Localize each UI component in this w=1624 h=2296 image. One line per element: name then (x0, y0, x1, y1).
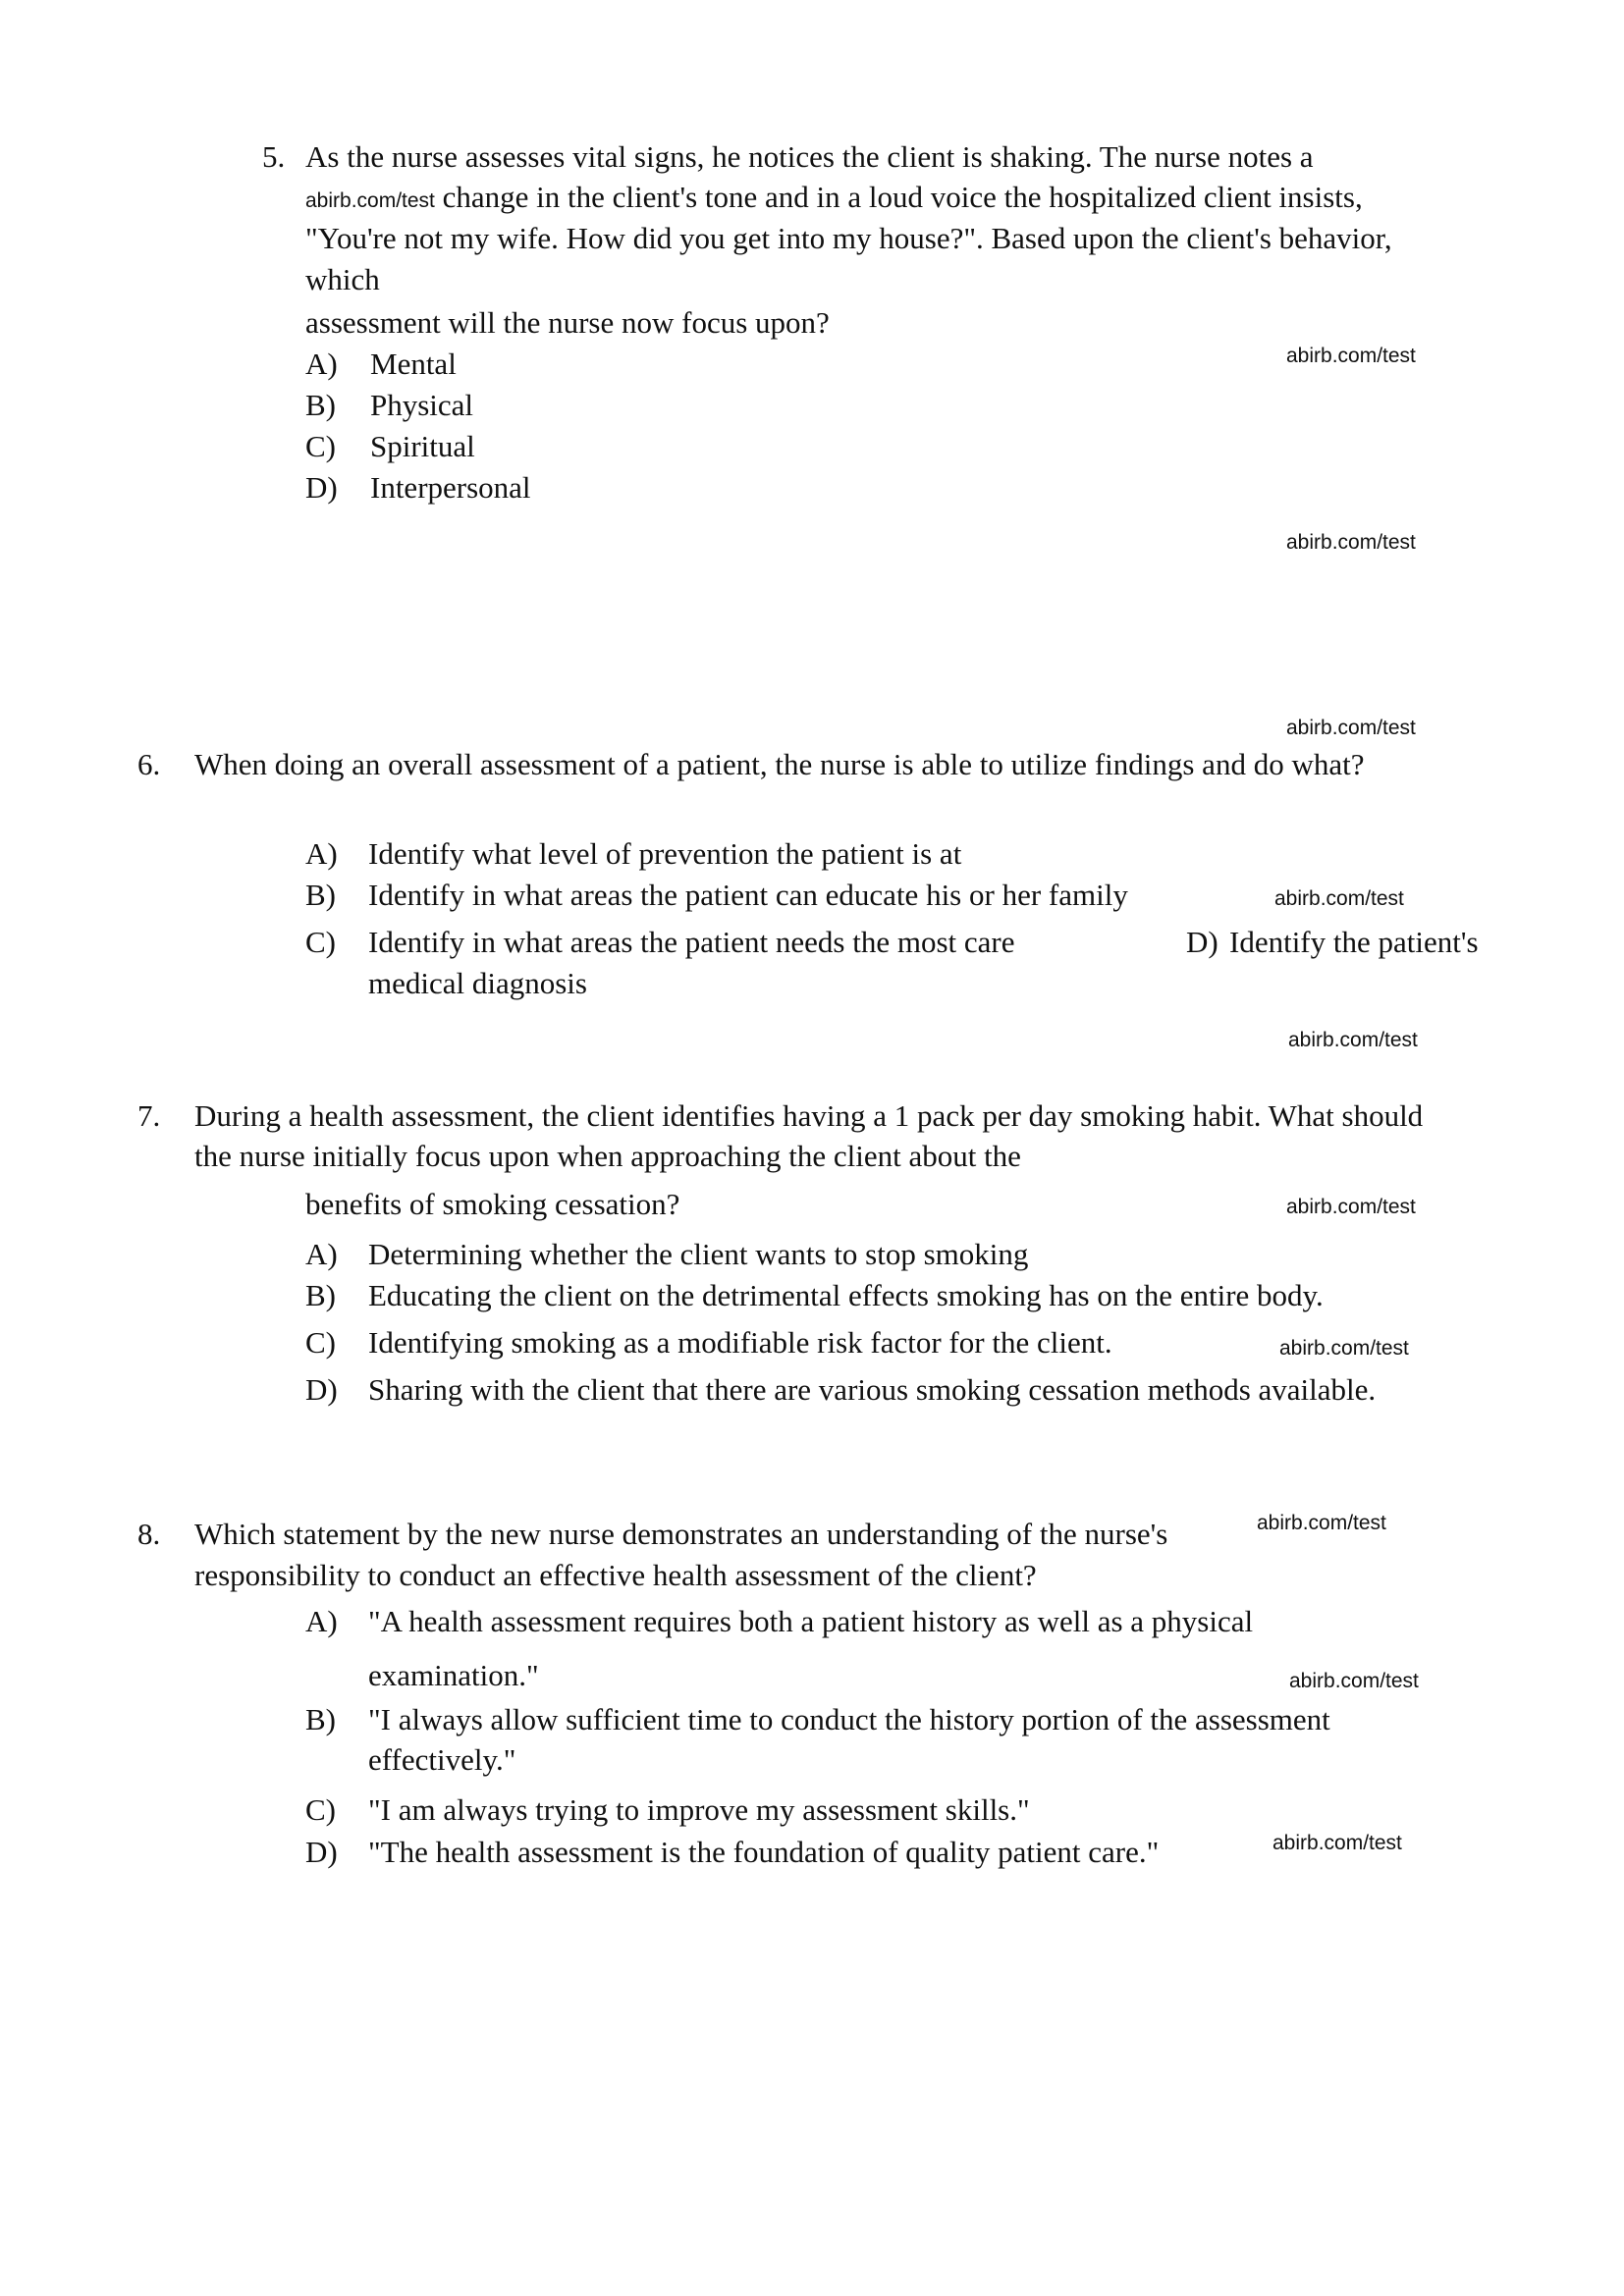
question-text-line: benefits of smoking cessation? (305, 1187, 680, 1221)
option-letter: C) (305, 925, 336, 959)
option-letter: C) (305, 1325, 336, 1360)
watermark: abirb.com/test (1286, 531, 1416, 554)
option-letter: D) (305, 470, 338, 505)
question-text-line: Which statement by the new nurse demonstrates an understanding of the nurse's (194, 1517, 1168, 1551)
question-number: 8. (137, 1517, 161, 1551)
option-letter: B) (305, 1702, 336, 1736)
watermark: abirb.com/test (1257, 1512, 1386, 1534)
option-letter: D) (1186, 925, 1218, 959)
option-letter: A) (305, 1604, 338, 1638)
option-text: Educating the client on the detrimental effects smoking has on the entire body. (368, 1278, 1324, 1312)
option-text-continued: examination." (368, 1658, 539, 1692)
option-text: "I always allow sufficient time to conduct the history portion of the assessment (368, 1702, 1330, 1736)
watermark: abirb.com/test (1279, 1337, 1409, 1360)
option-text: Identify in what areas the patient needs the most care (368, 925, 1015, 959)
option-text: Mental (370, 347, 457, 381)
question-number: 5. (262, 139, 286, 174)
option-text: Sharing with the client that there are various smoking cessation methods available. (368, 1372, 1377, 1407)
watermark: abirb.com/test (1286, 1196, 1416, 1218)
option-letter: A) (305, 1237, 338, 1271)
question-text-line: As the nurse assesses vital signs, he notices the client is shaking. The nurse notes a (305, 139, 1314, 174)
question-text-line: When doing an overall assessment of a patient, the nurse is able to utilize findings and do what? (194, 747, 1365, 781)
question-number: 7. (137, 1098, 161, 1133)
option-letter: B) (305, 878, 336, 912)
question-text-line: which (305, 262, 380, 296)
watermark: abirb.com/test (305, 189, 435, 212)
option-letter: C) (305, 1792, 336, 1827)
question-text-line: the nurse initially focus upon when approaching the client about the (194, 1139, 1021, 1173)
question-number: 6. (137, 747, 161, 781)
option-letter: B) (305, 388, 336, 422)
option-text: Identify in what areas the patient can educate his or her family (368, 878, 1128, 912)
option-letter: B) (305, 1278, 336, 1312)
option-text: Identifying smoking as a modifiable risk factor for the client. (368, 1325, 1112, 1360)
question-text-line: "You're not my wife. How did you get into my house?". Based upon the client's behavior, (305, 221, 1392, 255)
watermark: abirb.com/test (1286, 345, 1416, 367)
question-text-line: During a health assessment, the client identifies having a 1 pack per day smoking habit. What should (194, 1098, 1424, 1133)
option-text-continued: effectively." (368, 1742, 516, 1777)
option-text: Spiritual (370, 429, 475, 463)
option-letter: C) (305, 429, 336, 463)
watermark: abirb.com/test (1272, 1832, 1402, 1854)
question-text-line: change in the client's tone and in a loud voice the hospitalized client insists, (442, 180, 1363, 214)
option-text: "The health assessment is the foundation of quality patient care." (368, 1835, 1160, 1869)
option-text: Determining whether the client wants to stop smoking (368, 1237, 1029, 1271)
option-letter: A) (305, 836, 338, 871)
watermark: abirb.com/test (1289, 1670, 1419, 1692)
option-text-continued: medical diagnosis (368, 966, 587, 1000)
option-text: Identify the patient's (1229, 925, 1479, 959)
question-text-line: responsibility to conduct an effective health assessment of the client? (194, 1558, 1037, 1592)
option-text: Interpersonal (370, 470, 531, 505)
option-text: Identify what level of prevention the patient is at (368, 836, 962, 871)
option-letter: A) (305, 347, 338, 381)
watermark: abirb.com/test (1286, 717, 1416, 739)
option-letter: D) (305, 1372, 338, 1407)
watermark: abirb.com/test (1274, 887, 1404, 910)
watermark: abirb.com/test (1288, 1029, 1418, 1051)
option-text: Physical (370, 388, 474, 422)
option-text: "I am always trying to improve my assessment skills." (368, 1792, 1030, 1827)
option-text: "A health assessment requires both a patient history as well as a physical (368, 1604, 1254, 1638)
question-text-line: assessment will the nurse now focus upon? (305, 305, 830, 340)
option-letter: D) (305, 1835, 338, 1869)
